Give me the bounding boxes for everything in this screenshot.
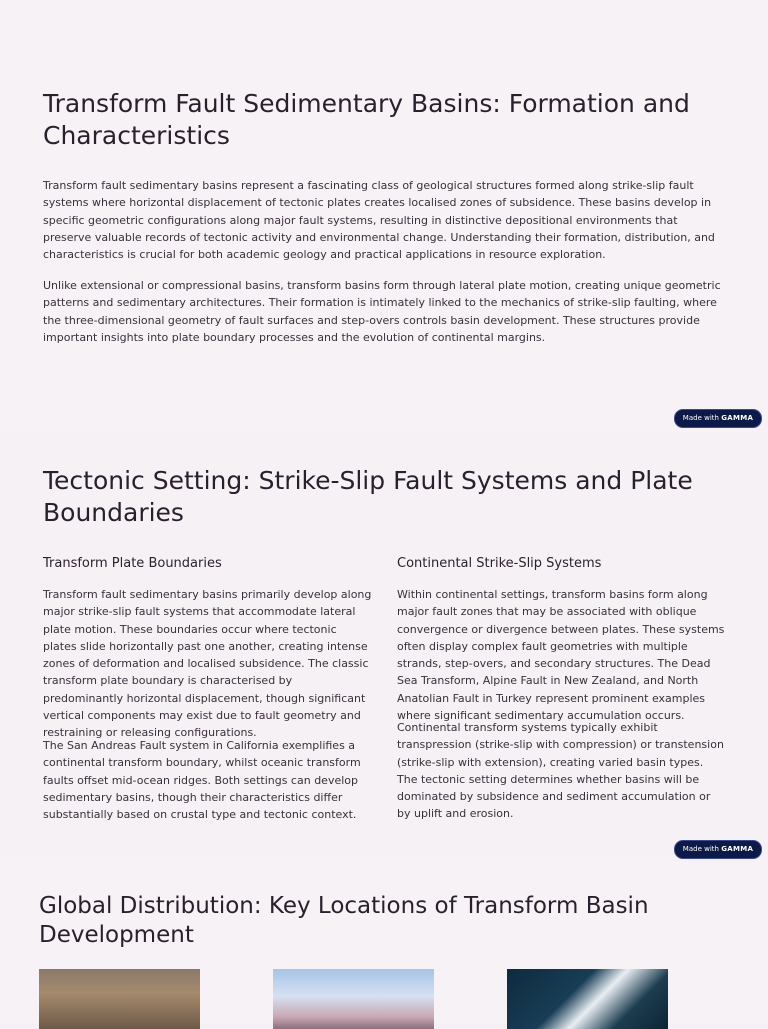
- made-with-gamma-badge[interactable]: [674, 840, 762, 859]
- right-paragraph-1: Within continental settings, transform basins form along major fault zones that may be associated with oblique convergence or divergence between plates. These systems often display complex fault geometries with multiple strands, step-overs, and secondary structures. The Dead Sea Transform, Alpine Fault in New Zealand, and North Anatolian Fault in Turkey represent prominent examples where significant sedimentary accumulation occurs.: [397, 588, 725, 723]
- intro-paragraph-2: Unlike extensional or compressional basins, transform basins form through lateral plate motion, creating unique geometric patterns and sedimentary architectures. Their formation is intimately linked to the mechanics of strike-slip faulting, where the three-dimensional geometry of fault surfaces and step-overs controls basin development. These structures provide important insights into plate boundary processes and the evolution of continental margins.: [43, 279, 721, 344]
- slide-title: Tectonic Setting: Strike-Slip Fault Systems and Plate Boundaries: [43, 466, 693, 527]
- column-heading-right: Continental Strike-Slip Systems: [397, 556, 602, 571]
- column-heading-left: Transform Plate Boundaries: [43, 556, 222, 571]
- badge-brand: GAMMA: [721, 845, 754, 853]
- new-zealand-satellite-image: [507, 969, 668, 1029]
- badge-brand: GAMMA: [721, 414, 754, 422]
- desert-fault-image: [39, 969, 200, 1029]
- badge-prefix: Made with: [682, 414, 719, 422]
- made-with-gamma-badge[interactable]: [674, 409, 762, 428]
- slide-intro: [0, 0, 768, 432]
- right-paragraph-2: Continental transform systems typically exhibit transpression (strike-slip with compression) or transtension (strike-slip with extension), creating varied basin types. The tectonic setting determines whether basins will be dominated by subsidence and sediment accumulation or by uplift and erosion.: [397, 721, 724, 821]
- dead-sea-image: [273, 969, 434, 1029]
- slide-title: Global Distribution: Key Locations of Transform Basin Development: [39, 893, 649, 948]
- left-paragraph-2: The San Andreas Fault system in California exemplifies a continental transform boundary, whilst oceanic transform faults offset mid-ocean ridges. Both settings can develop sedimentary basins, though their characteristics differ substantially based on crustal type and tectonic context.: [43, 739, 361, 822]
- slide-tectonic-setting: [0, 432, 768, 862]
- left-paragraph-1: Transform fault sedimentary basins primarily develop along major strike-slip fault systems that accommodate lateral plate motion. These boundaries occur where tectonic plates slide horizontally past one another, creating intense zones of deformation and localised subsidence. The classic transform plate boundary is characterised by predominantly horizontal displacement, though significant vertical components may exist due to fault geometry and restraining or releasing configurations.: [43, 588, 372, 740]
- intro-paragraph-1: Transform fault sedimentary basins represent a fascinating class of geological structures formed along strike-slip fault systems where horizontal displacement of tectonic plates creates localised zones of subsidence. These basins develop in specific geometric configurations along major fault systems, resulting in distinctive depositional environments that preserve valuable records of tectonic activity and environmental change. Understanding their formation, distribution, and characteristics is crucial for both academic geology and practical applications in resource exploration.: [43, 179, 715, 262]
- slide-title: Transform Fault Sedimentary Basins: Formation and Characteristics: [43, 89, 690, 150]
- slide-global-distribution: [0, 862, 768, 1024]
- badge-prefix: Made with: [682, 845, 719, 853]
